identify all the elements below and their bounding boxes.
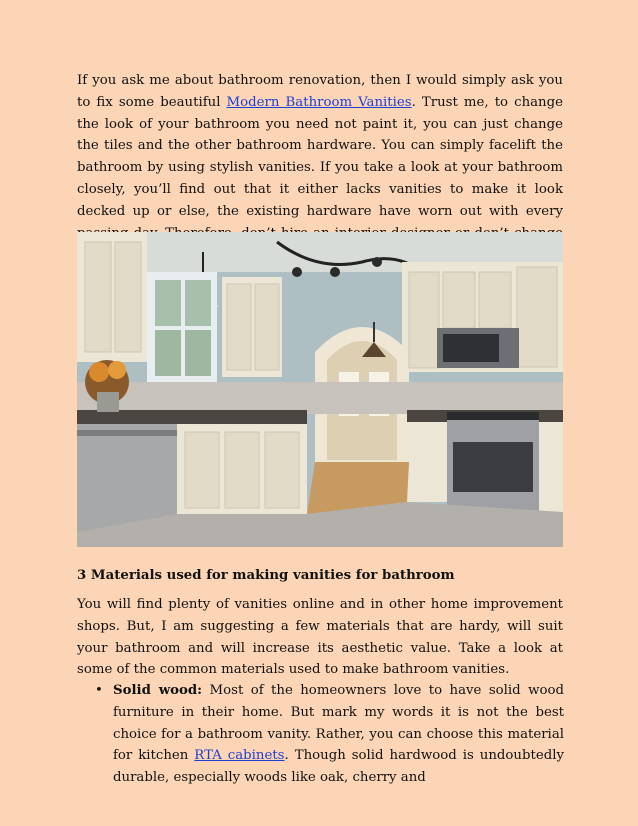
materials-paragraph: You will find plenty of vanities online and in other home improvement shops. But, I am suggesting a few materials that are hardy, will suit your bathroom and will increase its aesthetic value. Take a look at some of the common materials used to make bathroom vanities. (77, 597, 563, 678)
section-heading: 3 Materials used for making vanities for bathroom (77, 568, 455, 583)
bullet-text-end: . Though solid hardwood is undoubtedly durable, especially woods like oak, cherry and (113, 748, 564, 786)
modern-bathroom-vanities-link[interactable]: Modern Bathroom Vanities (226, 94, 412, 110)
intro-text-start: If you ask me about bathroom renovation, then I would simply ask you to fix some beautiful (77, 73, 563, 110)
bullet-icon: • (95, 683, 103, 698)
bullet-text-start: Most of the homeowners love to have solid wood furniture in their home. But mark my words it is not the best choice for a bathroom vanity. Rather, you can choose this material for kitchen (113, 683, 564, 764)
bullet-text (113, 680, 564, 789)
bullet-label: Solid wood: (113, 683, 203, 698)
rta-cabinets-link[interactable]: RTA cabinets (194, 748, 285, 764)
intro-text-end: . Trust me, to change the look of your bathroom you need not paint it, you can just change the tiles and the other bathroom hardware. You can simply facelift the bathroom by using stylish vanities. If you take a look at your bathroom closely, you’ll find out that it either lacks vanities to make it look decked up or else, the existing hardware have worn out with every (77, 94, 564, 219)
kitchen-photo (77, 232, 563, 547)
